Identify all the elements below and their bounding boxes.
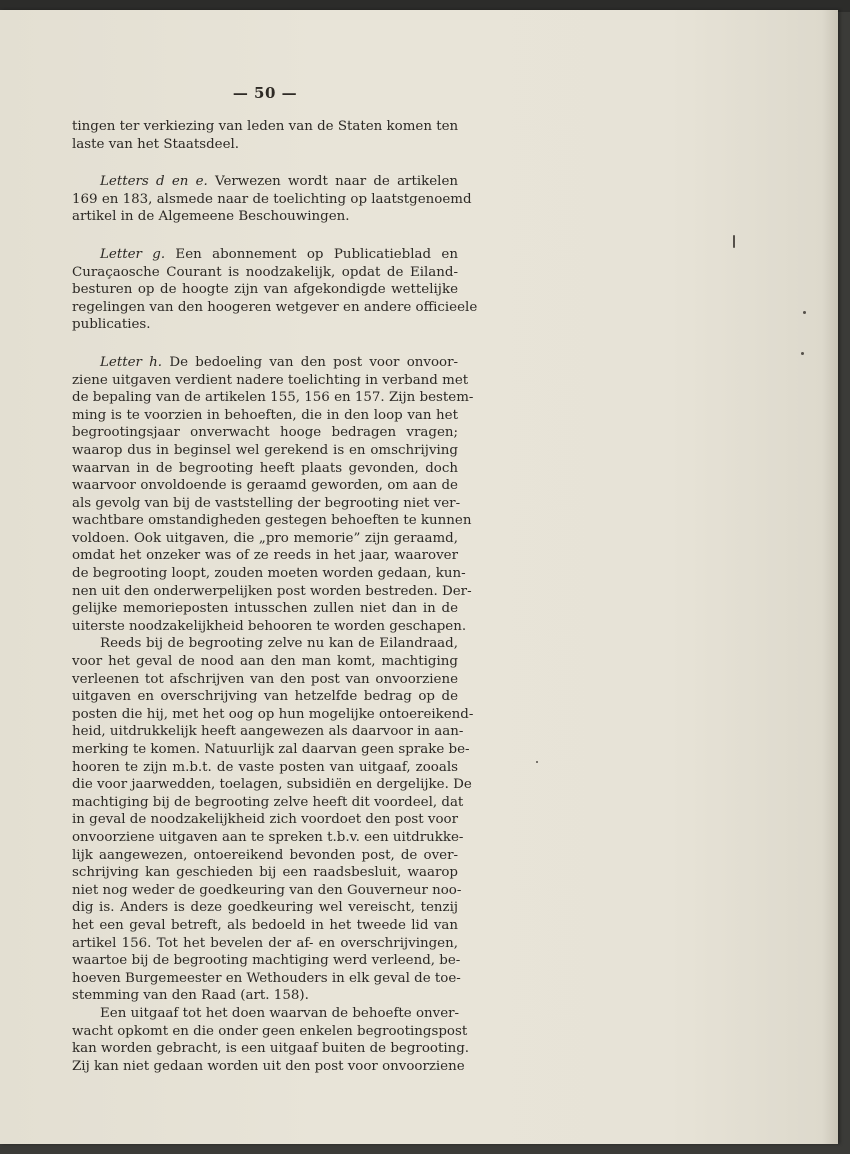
text-line <box>72 208 458 226</box>
ink-speck <box>733 235 735 248</box>
line-text: laste van het Staatsdeel. <box>72 136 240 152</box>
paragraph-gap <box>72 226 458 246</box>
line-text: in geval de noodzakelijkheid zich voordoet den post voor <box>72 812 459 828</box>
text-line <box>72 811 458 829</box>
line-text: wachtbare omstandigheden gestegen behoeften te kunnen <box>72 513 472 529</box>
text-line <box>72 1023 468 1041</box>
page-edge-shadow <box>822 10 838 1144</box>
text-line <box>72 424 458 442</box>
text-line <box>72 688 458 706</box>
text-line <box>72 935 458 953</box>
line-text: waarvan in de begrooting heeft plaats gevonden, doch <box>72 460 458 476</box>
line-text: Zij kan niet gedaan worden uit den post voor onvoorziene <box>72 1058 465 1074</box>
paragraph-gap <box>72 153 458 173</box>
text-line <box>72 372 469 390</box>
line-text: tingen ter verkiezing van leden van de Staten komen ten <box>72 119 459 134</box>
section-letter-heading: Letter h. <box>100 354 163 370</box>
ink-speck <box>536 761 538 763</box>
line-text: wacht opkomt en die onder geen enkelen begrootingspost <box>72 1023 468 1039</box>
line-text: posten die hij, met het oog op hun mogelijke ontoereikend- <box>72 706 474 722</box>
line-text: hooren te zijn m.b.t. de vaste posten van uitgaaf, zooals <box>72 759 458 775</box>
paragraph-gap <box>72 334 458 354</box>
text-line <box>72 512 472 530</box>
text-line <box>72 389 474 407</box>
line-text: lijk aangewezen, ontoereikend bevonden post, de over- <box>72 847 458 863</box>
text-line <box>72 191 472 209</box>
line-text: nen uit den onderwerpelijken post worden bestreden. Der- <box>72 583 472 599</box>
line-text: regelingen van den hoogeren wetgever en andere officieele <box>72 299 478 315</box>
text-line <box>72 281 458 299</box>
line-text: niet nog weder de goedkeuring van den Gouverneur noo- <box>72 882 462 898</box>
text-line <box>72 264 458 282</box>
text-line <box>72 899 458 917</box>
line-text: uitgaven en overschrijving van hetzelfde bedrag op de <box>72 689 458 705</box>
text-line <box>72 299 478 317</box>
line-text: Curaçaosche Courant is noodzakelijk, opdat de Eiland- <box>72 264 458 280</box>
text-line <box>72 442 458 460</box>
text-line <box>72 741 470 759</box>
line-text: machtiging bij de begrooting zelve heeft dit voordeel, dat <box>72 794 464 810</box>
line-text: kan worden gebracht, is een uitgaaf buiten de begrooting. <box>72 1041 470 1057</box>
section-letter-heading: Letter g. <box>100 246 166 262</box>
line-text: ziene uitgaven verdient nadere toelichting in verband met <box>72 372 469 388</box>
line-text: het een geval betreft, als bedoeld in het tweede lid van <box>72 917 458 933</box>
line-text: verleenen tot afschrijven van den post van onvoorziene <box>72 671 458 687</box>
line-text: De bedoeling van den post voor onvoor- <box>162 354 458 370</box>
text-line <box>72 864 458 882</box>
line-text: onvoorziene uitgaven aan te spreken t.b.v. een uitdrukke- <box>72 829 464 845</box>
text-line <box>72 723 464 741</box>
text-line <box>72 460 458 478</box>
line-text: uiterste noodzakelijkheid behooren te worden geschapen. <box>72 618 467 634</box>
text-line <box>72 136 458 154</box>
line-text: dig is. Anders is deze goedkeuring wel vereischt, tenzij <box>72 900 458 916</box>
line-text: besturen op de hoogte zijn van afgekondigde wettelijke <box>72 282 458 298</box>
line-text: schrijving kan geschieden bij een raadsbesluit, waarop <box>72 865 458 881</box>
line-text: stemming van den Raad (art. 158). <box>72 988 309 1004</box>
text-line <box>72 653 458 671</box>
text-line <box>72 970 461 988</box>
text-line <box>72 635 458 653</box>
line-text: publicaties. <box>72 317 151 333</box>
line-text: begrootingsjaar onverwacht hooge bedragen vragen; <box>72 425 458 441</box>
ink-speck <box>801 352 804 355</box>
line-text: merking te komen. Natuurlijk zal daarvan geen sprake be- <box>72 742 470 757</box>
ink-speck <box>803 311 806 314</box>
text-line <box>72 477 458 495</box>
line-text: Een uitgaaf tot het doen waarvan de behoefte onver- <box>100 1005 460 1021</box>
text-line <box>72 776 472 794</box>
line-text: Verwezen wordt naar de artikelen <box>207 174 458 190</box>
text-line <box>72 1005 458 1023</box>
text-line <box>72 316 458 334</box>
section-letter-heading: Letters d en e. <box>100 174 208 190</box>
line-text: voldoen. Ook uitgaven, die „pro memorie” zijn geraamd, <box>72 530 458 546</box>
line-text: gelijke memorieposten intusschen zullen niet dan in de <box>72 601 458 617</box>
line-text: de bepaling van de artikelen 155, 156 en 157. Zijn bestem- <box>72 390 474 406</box>
text-line <box>72 882 462 900</box>
line-text: waarop dus in beginsel wel gerekend is en omschrijving <box>72 442 458 458</box>
text-line <box>72 1058 465 1076</box>
text-line <box>72 671 458 689</box>
text-line <box>72 952 461 970</box>
text-line <box>72 847 458 865</box>
line-text: 169 en 183, alsmede naar de toelichting op laatstgenoemd <box>72 191 472 207</box>
text-line <box>72 829 464 847</box>
line-text: waarvoor onvoldoende is geraamd geworden, om aan de <box>72 478 458 494</box>
line-text: heid, uitdrukkelijk heeft aangewezen als daarvoor in aan- <box>72 724 464 740</box>
line-text: artikel 156. Tot het bevelen der af- en overschrijvingen, <box>72 935 458 951</box>
line-text: die voor jaarwedden, toelagen, subsidiën en dergelijke. De <box>72 777 472 793</box>
line-text: artikel in de Algemeene Beschouwingen. <box>72 209 350 225</box>
text-line <box>72 407 458 425</box>
text-line <box>72 759 458 777</box>
text-line <box>72 600 458 618</box>
text-line <box>72 706 474 724</box>
text-line <box>72 246 458 264</box>
line-text: waartoe bij de begrooting machtiging werd verleend, be- <box>72 953 461 969</box>
line-text: voor het geval de nood aan den man komt, machtiging <box>72 654 458 670</box>
text-line <box>72 565 466 583</box>
text-line <box>72 495 461 513</box>
line-text: omdat het onzeker was of ze reeds in het jaar, waarover <box>72 548 458 564</box>
body-text <box>72 118 478 1075</box>
text-line <box>72 618 467 636</box>
line-text: als gevolg van bij de vaststelling der begrooting niet ver- <box>72 495 461 511</box>
text-line <box>72 173 458 191</box>
text-line <box>72 794 464 812</box>
line-text: de begrooting loopt, zouden moeten worden gedaan, kun- <box>72 566 466 582</box>
line-text: Een abonnement op Publicatieblad en <box>165 246 458 262</box>
text-line <box>72 547 458 565</box>
line-text: Reeds bij de begrooting zelve nu kan de Eilandraad, <box>100 636 458 652</box>
line-text: ming is te voorzien in behoeften, die in den loop van het <box>72 407 458 423</box>
text-line <box>72 1040 470 1058</box>
text-line <box>72 583 472 601</box>
text-line <box>72 917 458 935</box>
text-line <box>72 354 458 372</box>
text-line <box>72 118 458 136</box>
line-text: hoeven Burgemeester en Wethouders in elk geval de toe- <box>72 970 461 986</box>
text-line <box>72 987 458 1005</box>
page-number: — 50 — <box>232 84 298 102</box>
text-line <box>72 530 458 548</box>
